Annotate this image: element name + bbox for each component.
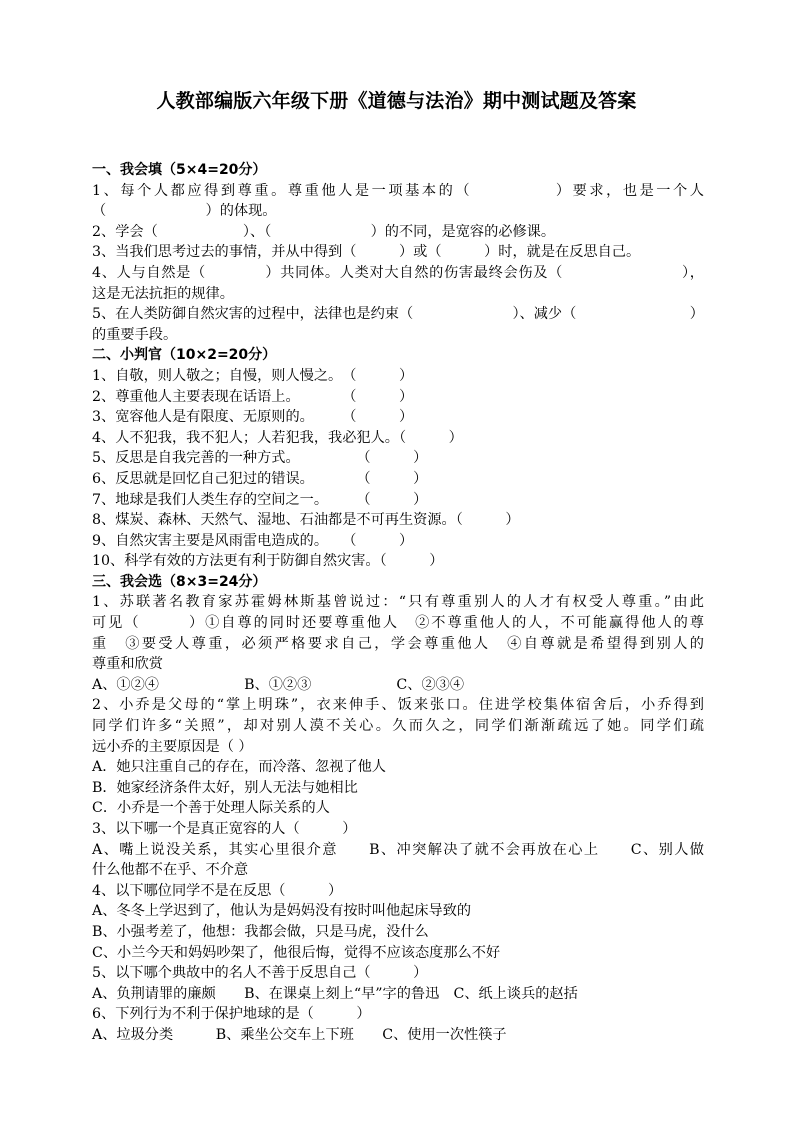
fill-q2: 2、学会（ ）、（ ）的不同，是宽容的必修课。 xyxy=(92,223,556,240)
choose-q6-options: A、垃圾分类 B、乘坐公交车上下班 C、使用一次性筷子 xyxy=(92,1026,507,1043)
judge-q4: 4、人不犯我，我不犯人；人若犯我，我必犯人。（ ） xyxy=(92,429,463,446)
judge-q7: 7、地球是我们人类生存的空间之一。 （ ） xyxy=(92,491,428,508)
section-heading-choose: 三、我会选（8×3=24分） xyxy=(92,573,267,590)
choose-q3-options-line2: 什么他都不在乎、不介意 xyxy=(92,862,249,879)
choose-q4-option-b: B、小强考差了，他想：我都会做，只是马虎，没什么 xyxy=(92,923,429,940)
judge-q6: 6、反思就是回忆自己犯过的错误。 （ ） xyxy=(92,470,428,487)
fill-q5-line1: 5、在人类防御自然灾害的过程中，法律也是约束（ ）、减少（ ） xyxy=(92,306,704,323)
choose-q2-option-b: B．她家经济条件太好，别人无法与她相比 xyxy=(92,779,358,796)
judge-q10: 10、科学有效的方法更有利于防御自然灾害。（ ） xyxy=(92,553,444,570)
judge-q3: 3、宽容他人是有限度、无原则的。 （ ） xyxy=(92,409,414,426)
choose-q2-option-a: A．她只注重自己的存在，而冷落、忽视了他人 xyxy=(92,759,386,776)
choose-q5-options: A、负荆请罪的廉颇 B、在课桌上刻上“早”字的鲁迅 C、纸上谈兵的赵括 xyxy=(92,985,578,1002)
choose-q1-options: A、①②④ B、①②③ C、②③④ xyxy=(92,676,465,693)
section-heading-judge: 二、小判官（10×2=20分） xyxy=(92,347,277,364)
fill-q5-line2: 的重要手段。 xyxy=(92,326,178,343)
choose-q2-option-c: C．小乔是一个善于处理人际关系的人 xyxy=(92,800,330,817)
choose-q2-line2: 同学们许多“关照”，却对别人漠不关心。久而久之，同学们渐渐疏远了她。同学们疏 xyxy=(92,718,704,735)
choose-q2-line3: 远小乔的主要原因是（ ） xyxy=(92,738,253,755)
choose-q5-stem: 5、以下哪个典故中的名人不善于反思自己（ ） xyxy=(92,965,428,982)
judge-q9: 9、自然灾害主要是风雨雷电造成的。 （ ） xyxy=(92,532,414,549)
fill-q1-line1: 1、每个人都应得到尊重。尊重他人是一项基本的（ ）要求，也是一个人 xyxy=(92,182,704,199)
fill-q1-line2: （ ）的体现。 xyxy=(92,203,277,220)
choose-q2-line1: 2、小乔是父母的“掌上明珠”，衣来伸手、饭来张口。住进学校集体宿舍后，小乔得到 xyxy=(92,697,704,714)
fill-q3: 3、当我们思考过去的事情，并从中得到（ ）或（ ）时，就是在反思自己。 xyxy=(92,244,641,261)
fill-q4-line2: 这是无法抗拒的规律。 xyxy=(92,285,234,302)
choose-q4-option-a: A、冬冬上学迟到了，他认为是妈妈没有按时叫他起床导致的 xyxy=(92,903,472,920)
section-heading-fill: 一、我会填（5×4=20分） xyxy=(92,162,267,178)
choose-q1-line3: 重 ③要受人尊重，必须严格要求自己，学会尊重他人 ④自尊就是希望得到别人的 xyxy=(92,635,704,652)
choose-q1-line2: 可见（ ）①自尊的同时还要尊重他人 ②不尊重他人的人，不可能赢得他人的尊 xyxy=(92,615,704,632)
choose-q6-stem: 6、下列行为不利于保护地球的是（ ） xyxy=(92,1006,371,1023)
page-title: 人教部编版六年级下册《道德与法治》期中测试题及答案 xyxy=(156,90,637,112)
choose-q1-line4: 尊重和欣赏 xyxy=(92,656,163,673)
document-body xyxy=(92,160,704,1046)
judge-q8: 8、煤炭、森林、天然气、湿地、石油都是不可再生资源。（ ） xyxy=(92,512,520,529)
choose-q3-options-line1: A、嘴上说没关系，其实心里很介意 B、冲突解决了就不会再放在心上 C、别人做 xyxy=(92,841,704,858)
choose-q4-option-c: C、小兰今天和妈妈吵架了，他很后悔，觉得不应该态度那么不好 xyxy=(92,944,501,961)
choose-q3-stem: 3、以下哪一个是真正宽容的人（ ） xyxy=(92,821,357,837)
judge-q1: 1、自敬，则人敬之；自慢，则人慢之。 （ ） xyxy=(92,367,414,384)
fill-q4-line1: 4、人与自然是（ ）共同体。人类对大自然的伤害最终会伤及（ ）， xyxy=(92,264,704,281)
judge-q5: 5、反思是自我完善的一种方式。 （ ） xyxy=(92,450,428,467)
judge-q2: 2、尊重他人主要表现在话语上。 （ ） xyxy=(92,388,414,405)
choose-q4-stem: 4、以下哪位同学不是在反思（ ） xyxy=(92,882,343,899)
choose-q1-line1: 1、苏联著名教育家苏霍姆林斯基曾说过：“只有尊重别人的人才有权受人尊重。”由此 xyxy=(92,594,704,611)
